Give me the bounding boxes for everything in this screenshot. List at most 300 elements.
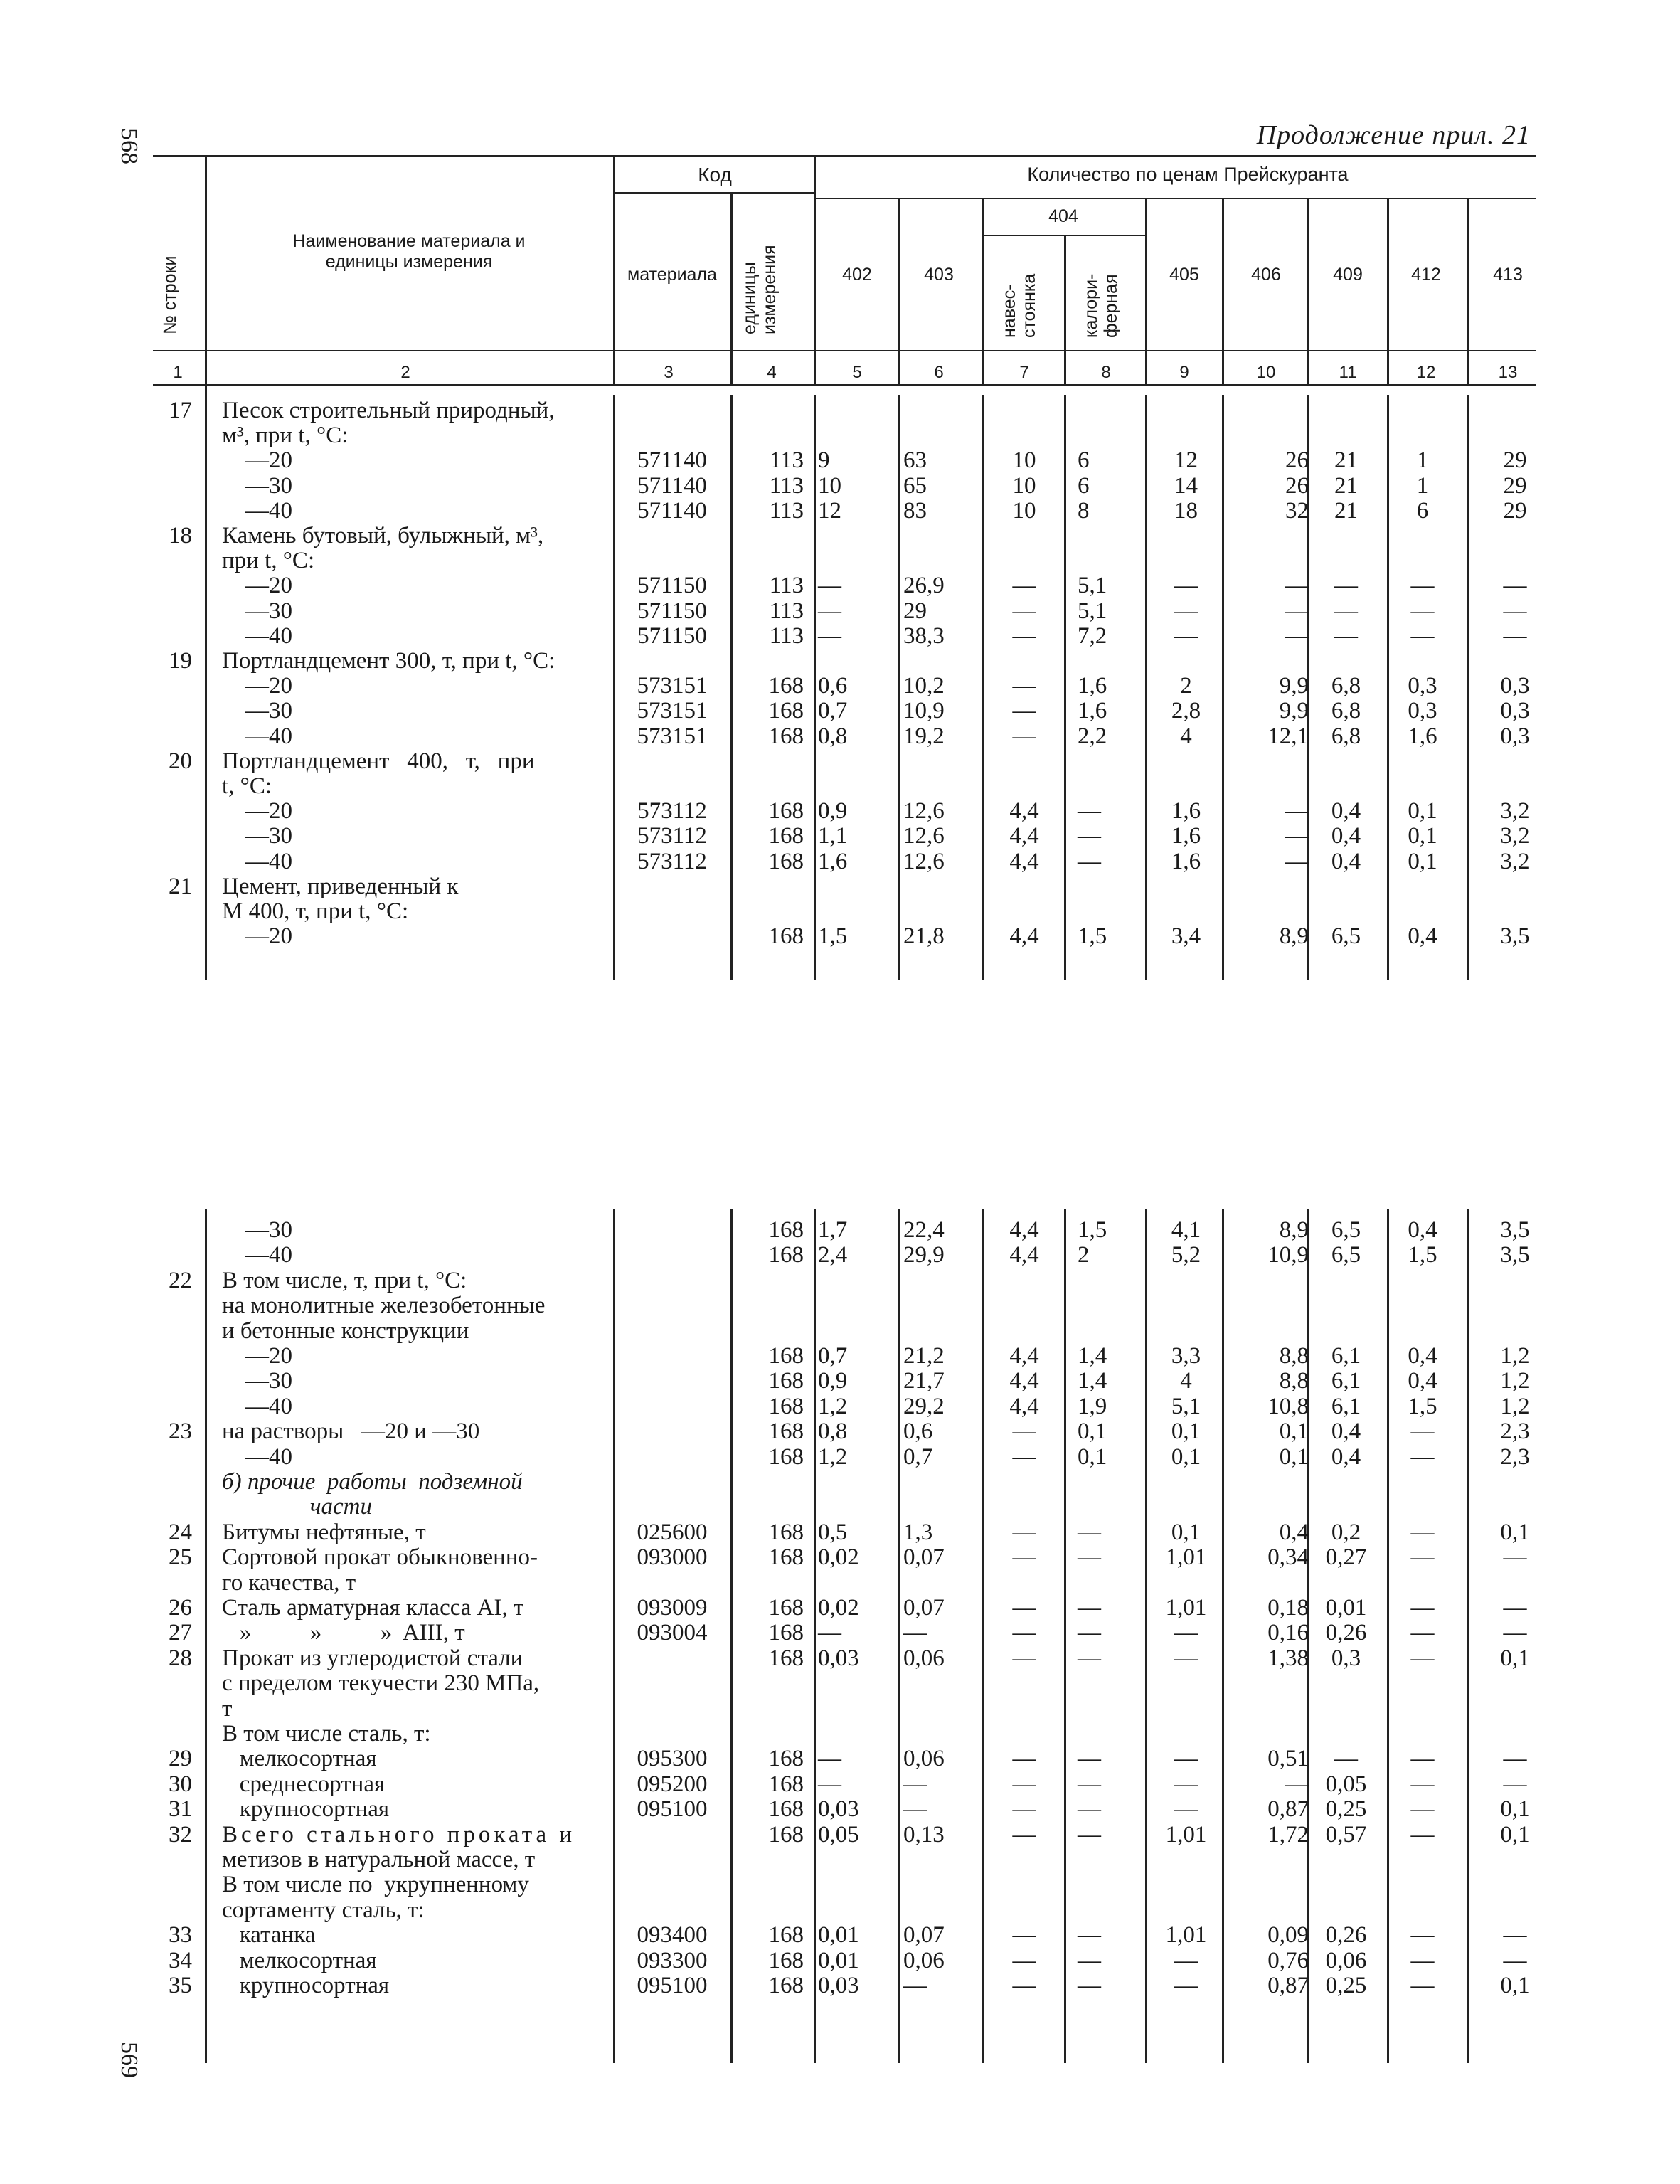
material-code: 571150	[637, 622, 707, 649]
value-cell: 6	[1078, 472, 1090, 499]
value-cell: 1,9	[1078, 1393, 1107, 1419]
value-cell: 4,4	[1009, 1393, 1039, 1419]
material-name: м³, при t, °С:	[222, 423, 349, 449]
value-cell: 6,5	[1331, 1242, 1361, 1268]
value-cell: 7,2	[1078, 622, 1107, 649]
colnum-3: 3	[664, 363, 674, 382]
table-row	[0, 548, 1680, 573]
value-cell: 0,07	[903, 1544, 945, 1571]
value-cell: 2,3	[1500, 1443, 1530, 1470]
value-cell: —	[818, 598, 841, 624]
material-name: t, °С:	[222, 773, 272, 799]
material-name: метизов в натуральной массе, т	[222, 1847, 536, 1872]
value-cell: 21	[1334, 497, 1358, 524]
material-name: и бетонные конструкции	[222, 1318, 469, 1344]
material-name: мелкосортная	[222, 1746, 377, 1772]
value-cell: —	[1012, 1595, 1036, 1621]
value-cell: 0,1	[1500, 1821, 1530, 1848]
material-name: В том числе сталь, т:	[222, 1721, 431, 1746]
value-cell: 0,06	[903, 1947, 945, 1973]
value-cell: 0,51	[1267, 1746, 1309, 1772]
table-row	[0, 1394, 1680, 1419]
value-cell: 12,6	[903, 823, 945, 849]
value-cell: 1,01	[1165, 1595, 1207, 1621]
value-cell: 0,07	[903, 1922, 945, 1949]
value-cell: 4,1	[1171, 1217, 1201, 1243]
value-cell: 1,2	[818, 1443, 848, 1470]
material-name: —40	[222, 1393, 292, 1419]
value-cell: —	[1012, 1645, 1036, 1671]
material-name: —30	[222, 823, 292, 849]
value-cell: 21,7	[903, 1368, 945, 1394]
value-cell: 3,2	[1500, 848, 1530, 874]
continuation-title: Продолжение прил. 21	[1256, 120, 1531, 150]
value-cell: 63	[903, 447, 927, 474]
value-cell: 2,8	[1171, 698, 1201, 724]
value-cell: 4,4	[1009, 1368, 1039, 1394]
header-vline	[814, 155, 816, 384]
unit-code: 168	[768, 1419, 804, 1445]
value-cell: —	[1503, 573, 1527, 599]
table-row	[0, 398, 1680, 423]
value-cell: —	[1012, 622, 1036, 649]
unit-code: 168	[768, 1343, 804, 1369]
value-cell: 0,4	[1331, 798, 1361, 825]
table-row	[0, 1823, 1680, 1847]
table-row	[0, 649, 1680, 673]
value-cell: 0,1	[1279, 1443, 1309, 1470]
value-cell: 0,3	[1500, 723, 1530, 749]
value-cell: 1,72	[1267, 1821, 1309, 1848]
colnum-10: 10	[1256, 363, 1276, 382]
colnum-2: 2	[400, 363, 410, 382]
value-cell: 3,5	[1500, 1217, 1530, 1243]
value-cell: —	[818, 1746, 841, 1772]
material-code: 571140	[637, 447, 707, 474]
value-cell: 9	[818, 447, 830, 474]
value-cell: —	[1503, 1922, 1527, 1949]
value-cell: 10,8	[1267, 1393, 1309, 1419]
value-cell: 0,6	[818, 673, 848, 699]
value-cell: —	[1078, 1544, 1101, 1571]
value-cell: —	[1012, 1947, 1036, 1973]
colnum-9: 9	[1179, 363, 1189, 382]
material-name: Портландцемент 300, т, при t, °С:	[222, 648, 555, 674]
value-cell: 10	[818, 472, 841, 499]
value-cell: 1,5	[1408, 1242, 1437, 1268]
value-cell: —	[1410, 573, 1435, 599]
material-name: —40	[222, 723, 292, 749]
value-cell: 1,2	[818, 1393, 848, 1419]
material-name: —30	[222, 472, 292, 499]
value-cell: —	[1174, 1771, 1198, 1797]
value-cell: 0,1	[1500, 1973, 1530, 1998]
row-number: 21	[169, 873, 192, 899]
value-cell: —	[1334, 622, 1358, 649]
value-cell: 12,1	[1267, 723, 1309, 749]
value-cell: 29	[1503, 497, 1527, 524]
value-cell: —	[1012, 1519, 1036, 1545]
row-number: 32	[169, 1821, 192, 1848]
material-name: М 400, т, при t, °С:	[222, 898, 409, 924]
value-cell: —	[1503, 598, 1527, 624]
value-cell: 1,3	[903, 1519, 933, 1545]
value-cell: 0,01	[818, 1922, 859, 1949]
value-cell: 3,2	[1500, 823, 1530, 849]
table-row	[0, 874, 1680, 898]
row-number: 29	[169, 1746, 192, 1772]
value-cell: —	[1012, 1771, 1036, 1797]
value-cell: —	[1503, 1746, 1527, 1772]
unit-code: 168	[768, 673, 804, 699]
value-cell: —	[1174, 622, 1198, 649]
unit-code: 168	[768, 1796, 804, 1823]
row-number: 26	[169, 1595, 192, 1621]
value-cell: —	[1334, 573, 1358, 599]
value-cell: 26,9	[903, 573, 945, 599]
value-cell: 0,1	[1171, 1443, 1201, 1470]
unit-code: 168	[768, 1368, 804, 1394]
value-cell: 0,87	[1267, 1796, 1309, 1823]
value-cell: 32	[1285, 497, 1309, 524]
value-cell: —	[1503, 1771, 1527, 1797]
value-cell: —	[1078, 1519, 1101, 1545]
value-cell: 1,7	[818, 1217, 848, 1243]
value-cell: 19,2	[903, 723, 945, 749]
value-cell: 0,4	[1279, 1519, 1309, 1545]
value-cell: —	[1078, 1973, 1101, 1998]
value-cell: —	[1174, 1796, 1198, 1823]
value-cell: —	[1285, 573, 1309, 599]
value-cell: 2,2	[1078, 723, 1107, 749]
value-cell: —	[1078, 1821, 1101, 1848]
value-cell: 22,4	[903, 1217, 945, 1243]
value-cell: 1,01	[1165, 1922, 1207, 1949]
value-cell: 29,2	[903, 1393, 945, 1419]
unit-code: 168	[768, 1217, 804, 1243]
material-code: 573112	[637, 798, 707, 825]
unit-code: 168	[768, 723, 804, 749]
header-404: 404	[1048, 206, 1078, 226]
value-cell: —	[1174, 573, 1198, 599]
value-cell: —	[1334, 598, 1358, 624]
table-row	[0, 1646, 1680, 1670]
value-cell: 29	[1503, 472, 1527, 499]
header-vline	[1064, 235, 1066, 384]
value-cell: 3,2	[1500, 798, 1530, 825]
colnum-6: 6	[934, 363, 944, 382]
value-cell: 8	[1078, 497, 1090, 524]
value-cell: 12	[1174, 447, 1198, 474]
table-row	[0, 849, 1680, 874]
material-name: крупносортная	[222, 1973, 390, 1998]
value-cell: —	[1410, 1821, 1435, 1848]
value-cell: —	[1410, 1419, 1435, 1445]
value-cell: 0,02	[818, 1595, 859, 1621]
table-row	[0, 749, 1680, 773]
material-name: —30	[222, 598, 292, 624]
material-name: при t, °С:	[222, 548, 315, 574]
material-name: Прокат из углеродистой стали	[222, 1645, 523, 1671]
header-405: 405	[1169, 265, 1199, 285]
table-row	[0, 1495, 1680, 1519]
header-bottom-rule	[153, 350, 1536, 351]
material-code: 093004	[637, 1620, 708, 1646]
value-cell: 21,2	[903, 1343, 945, 1369]
value-cell: 4	[1180, 1368, 1192, 1394]
value-cell: —	[1012, 1443, 1036, 1470]
value-cell: 1,6	[1171, 798, 1201, 825]
value-cell: 0,1	[1171, 1419, 1201, 1445]
unit-code: 168	[768, 1645, 804, 1671]
value-cell: —	[1410, 1771, 1435, 1797]
value-cell: 0,6	[903, 1419, 933, 1445]
value-cell: 0,1	[1500, 1519, 1530, 1545]
material-name: —40	[222, 497, 292, 524]
table-row	[0, 1445, 1680, 1469]
unit-code: 168	[768, 1519, 804, 1545]
material-code: 573151	[637, 723, 708, 749]
unit-code: 168	[768, 1620, 804, 1646]
header-vline	[1307, 198, 1309, 384]
material-name: крупносортная	[222, 1796, 390, 1823]
value-cell: 1,6	[1171, 823, 1201, 849]
value-cell: 6,5	[1331, 1217, 1361, 1243]
value-cell: —	[1012, 1620, 1036, 1646]
material-name: го качества, т	[222, 1569, 356, 1596]
table-row	[0, 1872, 1680, 1897]
page-number-bottom: 569	[116, 2042, 142, 2078]
row-number: 25	[169, 1544, 192, 1571]
value-cell: 1,6	[1408, 723, 1437, 749]
value-cell: 0,26	[1325, 1620, 1367, 1646]
table-row	[0, 1722, 1680, 1746]
value-cell: —	[1078, 823, 1101, 849]
value-cell: 65	[903, 472, 927, 499]
value-cell: 9,9	[1279, 698, 1309, 724]
value-cell: 0,4	[1408, 1343, 1437, 1369]
value-cell: 0,4	[1408, 1217, 1437, 1243]
unit-code: 168	[768, 1746, 804, 1772]
row-number: 20	[169, 748, 192, 774]
value-cell: 0,02	[818, 1544, 859, 1571]
value-cell: 0,1	[1078, 1443, 1107, 1470]
value-cell: 4,4	[1009, 798, 1039, 825]
value-cell: 12,6	[903, 848, 945, 874]
value-cell: 6,8	[1331, 723, 1361, 749]
unit-code: 168	[768, 1922, 804, 1949]
value-cell: 0,1	[1171, 1519, 1201, 1545]
value-cell: 0,16	[1267, 1620, 1309, 1646]
table-row	[0, 699, 1680, 723]
value-cell: —	[1012, 1821, 1036, 1848]
colnum-5: 5	[852, 363, 862, 382]
row-number: 17	[169, 398, 192, 423]
row-number: 27	[169, 1620, 192, 1646]
value-cell: —	[1410, 1746, 1435, 1772]
header-409: 409	[1333, 265, 1363, 285]
header-406: 406	[1251, 265, 1281, 285]
table-row	[0, 1344, 1680, 1368]
value-cell: 26	[1285, 472, 1309, 499]
material-code: 095100	[637, 1973, 708, 1998]
value-cell: 0,1	[1500, 1796, 1530, 1823]
value-cell: 83	[903, 497, 927, 524]
header-vline	[898, 198, 900, 384]
value-cell: 0,13	[903, 1821, 945, 1848]
value-cell: 6,8	[1331, 673, 1361, 699]
value-cell: —	[1410, 1544, 1435, 1571]
value-cell: —	[1078, 1947, 1101, 1973]
header-name: Наименование материала и единицы измерения	[292, 231, 526, 272]
value-cell: 0,4	[1331, 848, 1361, 874]
unit-code: 168	[768, 698, 804, 724]
value-cell: 0,06	[1325, 1947, 1367, 1973]
unit-code: 168	[768, 1393, 804, 1419]
value-cell: —	[1012, 723, 1036, 749]
material-code: 571140	[637, 472, 707, 499]
value-cell: 0,5	[818, 1519, 848, 1545]
table-row	[0, 1470, 1680, 1494]
table-row	[0, 524, 1680, 548]
value-cell: —	[903, 1796, 927, 1823]
value-cell: —	[1503, 622, 1527, 649]
table-row	[0, 1898, 1680, 1922]
table-row	[0, 824, 1680, 848]
value-cell: 0,1	[1078, 1419, 1107, 1445]
value-cell: 12	[818, 497, 841, 524]
value-cell: 0,9	[818, 798, 848, 825]
unit-code: 168	[768, 1947, 804, 1973]
material-name: Цемент, приведенный к	[222, 873, 459, 899]
header-404a: навес- стоянка	[999, 273, 1039, 338]
value-cell: 8,8	[1279, 1343, 1309, 1369]
value-cell: 0,76	[1267, 1947, 1309, 1973]
value-cell: 3,5	[1500, 1242, 1530, 1268]
material-code: 573151	[637, 698, 708, 724]
value-cell: —	[1410, 1645, 1435, 1671]
value-cell: —	[1012, 673, 1036, 699]
value-cell: 2,4	[818, 1242, 848, 1268]
row-number: 33	[169, 1922, 192, 1949]
header-qty: Количество по ценам Прейскуранта	[1027, 164, 1349, 185]
material-code: 573112	[637, 823, 707, 849]
unit-code: 168	[768, 1973, 804, 1998]
header-code-unit: единицы измерения	[740, 245, 780, 334]
table-row	[0, 1772, 1680, 1796]
value-cell: 4,4	[1009, 823, 1039, 849]
material-name: —30	[222, 1217, 292, 1243]
value-cell: 0,3	[1408, 673, 1437, 699]
header-vline	[1467, 198, 1469, 384]
colnum-11: 11	[1339, 363, 1357, 382]
value-cell: 4,4	[1009, 1217, 1039, 1243]
value-cell: —	[1410, 598, 1435, 624]
value-cell: 0,87	[1267, 1973, 1309, 1998]
unit-code: 168	[768, 1242, 804, 1268]
table-row	[0, 474, 1680, 498]
material-code: 095200	[637, 1771, 708, 1797]
value-cell: 1,5	[818, 923, 848, 950]
value-cell: —	[1078, 848, 1101, 874]
value-cell: —	[1503, 1595, 1527, 1621]
table-row	[0, 1571, 1680, 1595]
unit-code: 113	[769, 573, 804, 599]
value-cell: —	[1012, 698, 1036, 724]
material-code: 025600	[637, 1519, 708, 1545]
value-cell: 0,1	[1279, 1419, 1309, 1445]
material-name: Сортовой прокат обыкновенно-	[222, 1544, 538, 1571]
table-row	[0, 1949, 1680, 1973]
value-cell: 1,2	[1500, 1368, 1530, 1394]
value-cell: —	[1174, 1973, 1198, 1998]
header-vline	[613, 155, 615, 384]
value-cell: —	[818, 1771, 841, 1797]
value-cell: 4,4	[1009, 923, 1039, 950]
row-number: 24	[169, 1519, 192, 1545]
material-name: мелкосортная	[222, 1947, 377, 1973]
colnum-7: 7	[1019, 363, 1029, 382]
value-cell: 38,3	[903, 622, 945, 649]
material-name: —40	[222, 1443, 292, 1470]
value-cell: —	[1012, 1544, 1036, 1571]
value-cell: 6,8	[1331, 698, 1361, 724]
value-cell: 1,4	[1078, 1368, 1107, 1394]
table-row	[0, 1621, 1680, 1645]
table-row	[0, 1419, 1680, 1443]
value-cell: 0,7	[818, 698, 848, 724]
value-cell: 0,26	[1325, 1922, 1367, 1949]
material-name: среднесортная	[222, 1771, 386, 1797]
material-code: 095300	[637, 1746, 708, 1772]
colnum-rule	[153, 384, 1536, 386]
value-cell: 2	[1078, 1242, 1090, 1268]
table-row	[0, 1243, 1680, 1267]
table-row	[0, 674, 1680, 698]
value-cell: 1,01	[1165, 1821, 1207, 1848]
material-code: 093400	[637, 1922, 708, 1949]
value-cell: 0,9	[818, 1368, 848, 1394]
value-cell: 1,38	[1267, 1645, 1309, 1671]
value-cell: —	[1012, 573, 1036, 599]
material-code: 573112	[637, 848, 707, 874]
header-vline	[1222, 198, 1224, 384]
table-row	[0, 423, 1680, 447]
value-cell: 0,34	[1267, 1544, 1309, 1571]
table-row	[0, 448, 1680, 472]
table-row	[0, 1596, 1680, 1620]
table-row	[0, 499, 1680, 523]
value-cell: 0,03	[818, 1645, 859, 1671]
material-name: с пределом текучести 230 МПа,	[222, 1670, 540, 1697]
value-cell: 0,06	[903, 1645, 945, 1671]
row-number: 28	[169, 1645, 192, 1671]
colnum-8: 8	[1101, 363, 1111, 382]
header-404b: калори- ферная	[1081, 273, 1121, 338]
code-sub-rule	[613, 192, 814, 194]
value-cell: 6,1	[1331, 1368, 1361, 1394]
value-cell: 3,5	[1500, 923, 1530, 950]
material-name: —20	[222, 673, 292, 699]
table-row	[0, 624, 1680, 648]
value-cell: —	[1078, 1746, 1101, 1772]
value-cell: 21	[1334, 447, 1358, 474]
value-cell: 0,09	[1267, 1922, 1309, 1949]
unit-code: 168	[768, 1544, 804, 1571]
table-row	[0, 1319, 1680, 1343]
value-cell: 0,1	[1408, 798, 1437, 825]
header-vline	[1387, 198, 1389, 384]
